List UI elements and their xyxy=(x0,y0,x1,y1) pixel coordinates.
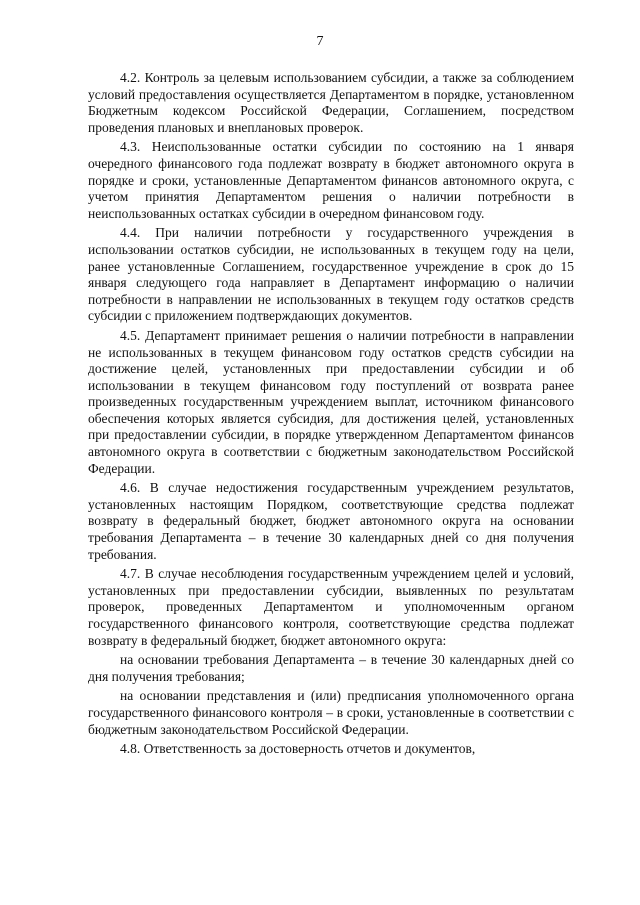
document-body xyxy=(88,70,574,761)
paragraph-4-4: 4.4. При наличии потребности у государственного учреждения в использовании остатков субсидии, не использованных в текущем году на цели, ранее установленные Соглашением, государственное учреждение в срок до 15 января следующего года направляет в Департамент информацию о наличии потребности в направлении не использованных в текущем году остатков средств субсидии с приложением подтверждающих документов. xyxy=(88,225,574,324)
paragraph-4-2: 4.2. Контроль за целевым использованием субсидии, а также за соблюдением условий предоставления осуществляется Департаментом в порядке, установленном Бюджетным кодексом Российской Федерации, Соглашением, посредством проведения плановых и внеплановых проверок. xyxy=(88,70,574,135)
paragraph-4-5: 4.5. Департамент принимает решения о наличии потребности в направлении не использованных в текущем финансовом году остатков средств субсидии на достижение целей, установленных при предоставлении субсидии и об использовании в текущем финансовом году поступлений от возврата ранее произведенных государственным учреждением выплат, источником финансового обеспечения которых является субсидия, для достижения целей, установленных при предоставлении субсидии, в порядке утвержденном Департаментом финансов автономного округа в соответствии с бюджетным законодательством Российской Федерации. xyxy=(88,327,574,476)
paragraph-4-7-item-2: на основании представления и (или) предписания уполномоченного органа государственного финансового контроля – в сроки, установленные в соответствии с бюджетным законодательством Российской Федерации. xyxy=(88,688,574,737)
paragraph-4-6: 4.6. В случае недостижения государственным учреждением результатов, установленных настоящим Порядком, соответствующие средства подлежат возврату в федеральный бюджет, бюджет автономного округа на основании требования Департамента – в течение 30 календарных дней со дня получения требования. xyxy=(88,480,574,562)
paragraph-4-8: 4.8. Ответственность за достоверность отчетов и документов, xyxy=(120,741,476,757)
paragraph-4-7: 4.7. В случае несоблюдения государственным учреждением целей и условий, установленных при предоставлении субсидии, выявленных по результатам проверок, проведенных Департаментом и уполномоченным органом государственного финансового контроля, соответствующие средства подлежат возврату в федеральный бюджет, бюджет автономного округа: xyxy=(88,566,574,648)
page-number: 7 xyxy=(316,34,324,49)
paragraph-4-7-item-1: на основании требования Департамента – в течение 30 календарных дней со дня получения требования; xyxy=(88,652,574,684)
paragraph-4-3: 4.3. Неиспользованные остатки субсидии по состоянию на 1 января очередного финансового года подлежат возврату в бюджет автономного округа в порядке и сроки, установленные Департаментом финансов автономного округа, с учетом принятия Департаментом решения о наличии потребности в неиспользованных остатках субсидии в очередном финансовом году. xyxy=(88,139,574,221)
